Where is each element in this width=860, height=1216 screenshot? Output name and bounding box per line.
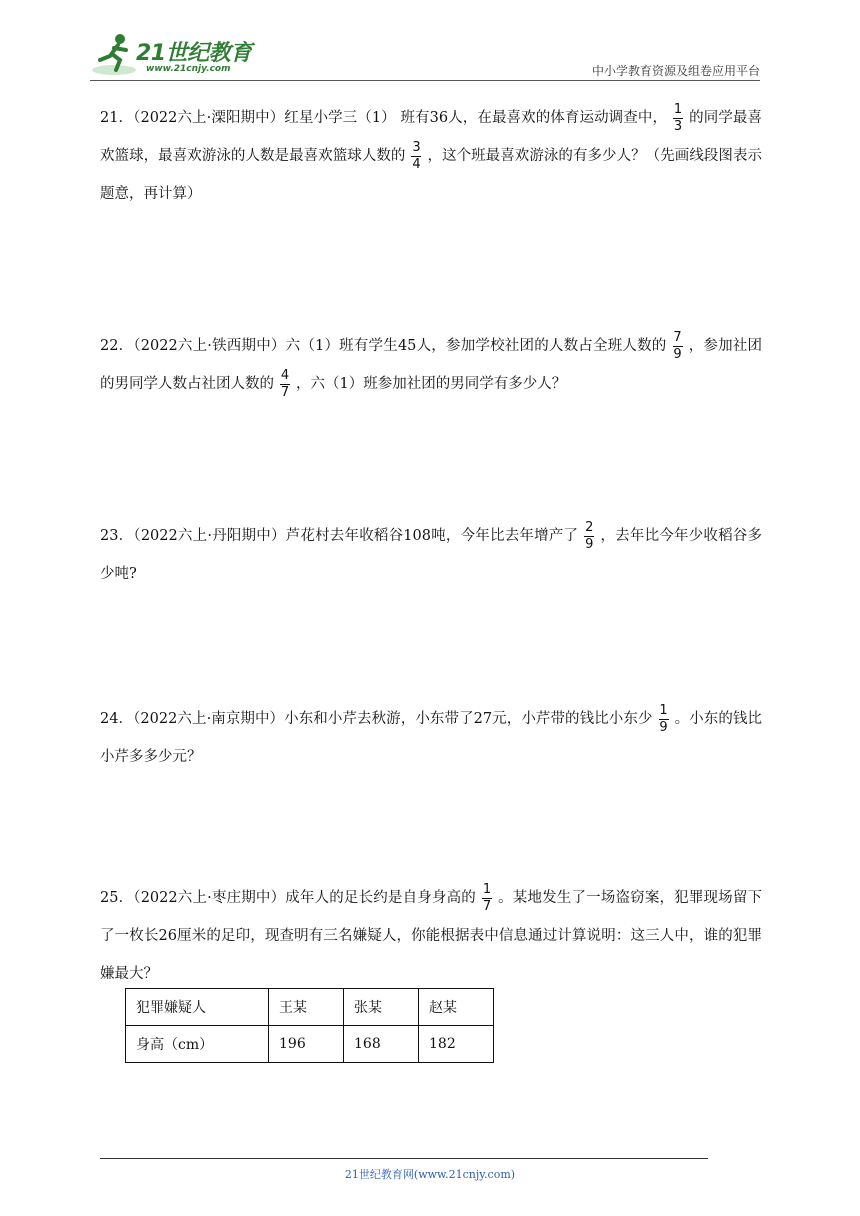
header-divider [90, 80, 760, 81]
header-platform-text: 中小学教育资源及组卷应用平台 [591, 64, 760, 78]
table-row [126, 1026, 494, 1063]
logo [90, 30, 270, 78]
question-24: 24．（2022六上·南京期中）小东和小芹去秋游，小东带了27元，小芹带的钱比小东少 $\frac{1}{9}$ 。小东的钱比小芹多多少元？ [100, 702, 762, 765]
question-21: 21．（2022六上·溧阳期中）红星小学三（1） 班有36人，在最喜欢的体育运动调查中， $\frac{1}{3}$ 的同学最喜欢篮球，最喜欢游泳的人数是最喜欢篮球人数的 $\frac{3}{4}$ ，这个班最喜欢游泳的有多少人？（先画线段图表示题意，再计算） [100, 101, 763, 202]
fraction: $\frac{1}{9}$ [659, 702, 668, 735]
table-cell: 182 [419, 1026, 494, 1063]
fraction: $\frac{1}{7}$ [482, 881, 492, 914]
fraction: $\frac{1}{3}$ [673, 101, 683, 134]
table-row [126, 989, 494, 1026]
page-header [90, 30, 760, 82]
fraction: $\frac{7}{9}$ [673, 329, 682, 362]
table-cell: 王某 [269, 989, 344, 1026]
fraction: $\frac{4}{7}$ [280, 367, 290, 400]
question-22: 22．（2022六上·铁西期中）六（1）班有学生45人，参加学校社团的人数占全班人数的 $\frac{7}{9}$ ，参加社团的男同学人数占社团人数的 $\frac{4}{7}$ ，六（1）班参加社团的男同学有多少人？ [100, 329, 763, 400]
table-cell: 犯罪嫌疑人 [126, 989, 269, 1026]
table-cell: 赵某 [419, 989, 494, 1026]
logo-text: 21世纪教育 [136, 41, 252, 66]
suspect-height-table [125, 988, 494, 1063]
logo-url: www.21cnjy.com [146, 64, 231, 74]
table-cell: 身高（cm） [126, 1026, 269, 1063]
table-cell: 168 [344, 1026, 419, 1063]
footer-divider [100, 1158, 708, 1159]
question-23: 23．（2022六上·丹阳期中）芦花村去年收稻谷108吨，今年比去年增产了 $\frac{2}{9}$ ，去年比今年少收稻谷多少吨? [100, 519, 763, 582]
footer-text[interactable]: 21世纪教育网(www.21cnjy.com) [344, 1168, 516, 1181]
runner-logo-icon [90, 30, 138, 78]
fraction: $\frac{2}{9}$ [585, 519, 594, 552]
fraction: $\frac{3}{4}$ [412, 139, 421, 172]
question-25: 25．（2022六上·枣庄期中）成年人的足长约是自身身高的 $\frac{1}{7}$ 。某地发生了一场盗窃案，犯罪现场留下了一枚长26厘米的足印，现查明有三名嫌疑人，你能根据表中信息通过计算说明：这三人中，谁的犯罪嫌最大？ [100, 881, 762, 982]
table-cell: 张某 [344, 989, 419, 1026]
table-cell: 196 [269, 1026, 344, 1063]
